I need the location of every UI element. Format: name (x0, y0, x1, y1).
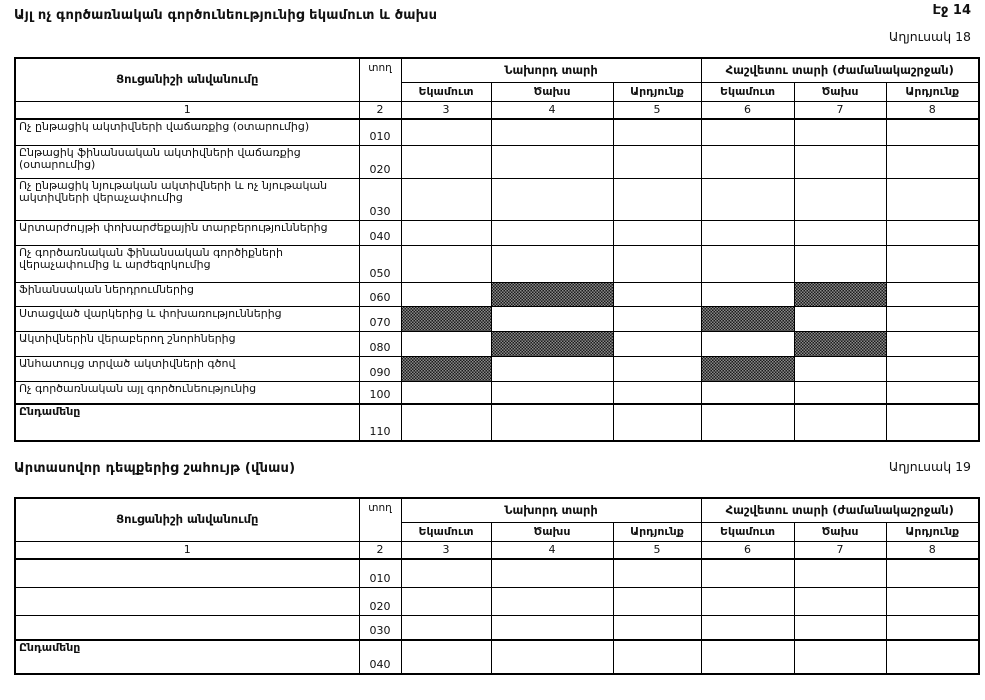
data-cell (701, 559, 794, 587)
data-cell (613, 306, 701, 331)
data-cell (401, 331, 491, 356)
header-row-code: տող (359, 498, 401, 542)
column-number: 5 (613, 542, 701, 560)
data-cell (401, 245, 491, 282)
header-indicator-name: Ցուցանիշի անվանումը (15, 58, 359, 102)
data-cell (401, 615, 491, 640)
data-cell (613, 640, 701, 674)
header-expense: Ծախս (491, 523, 613, 542)
data-cell (701, 331, 794, 356)
data-cell (794, 356, 886, 381)
data-cell (886, 220, 979, 245)
header-previous-year: Նախորդ տարի (401, 58, 701, 83)
header-result: Արդյունք (613, 523, 701, 542)
data-cell (886, 615, 979, 640)
row-name-cell (15, 559, 359, 587)
data-cell (491, 282, 613, 306)
data-cell (401, 119, 491, 145)
data-cell (886, 331, 979, 356)
table-row (15, 282, 979, 306)
table-row (15, 587, 979, 615)
data-cell (794, 331, 886, 356)
table-row (15, 559, 979, 587)
table-row (15, 306, 979, 331)
data-cell (886, 119, 979, 145)
data-cell (701, 587, 794, 615)
data-cell (794, 404, 886, 441)
header-result: Արդյունք (886, 523, 979, 542)
row-name-cell (15, 587, 359, 615)
data-cell (491, 306, 613, 331)
data-cell (886, 381, 979, 404)
data-cell (701, 640, 794, 674)
data-cell (613, 615, 701, 640)
data-cell (794, 220, 886, 245)
data-cell (401, 381, 491, 404)
data-cell (401, 220, 491, 245)
table-row (15, 381, 979, 404)
data-cell (701, 178, 794, 220)
row-code-cell: 070 (359, 306, 401, 331)
table-total-row (15, 640, 979, 674)
row-code-cell: 110 (359, 404, 401, 441)
header-expense: Ծախս (491, 83, 613, 102)
data-cell (794, 119, 886, 145)
data-cell (886, 404, 979, 441)
data-cell (613, 356, 701, 381)
data-cell (794, 306, 886, 331)
header-expense: Ծախս (794, 523, 886, 542)
row-name-cell: Ոչ ընթացիկ ակտիվների վաճառքից (օտարումից) (15, 119, 359, 145)
table18-caption: Աղյուսակ 18 (888, 29, 971, 44)
table-row (15, 245, 979, 282)
data-cell (613, 282, 701, 306)
data-cell (491, 245, 613, 282)
row-code-cell: 020 (359, 145, 401, 178)
header-previous-year: Նախորդ տարի (401, 498, 701, 523)
header-reporting-year: Հաշվետու տարի (ժամանակաշրջան) (701, 498, 979, 523)
data-cell (794, 615, 886, 640)
data-cell (701, 306, 794, 331)
data-cell (794, 640, 886, 674)
column-number: 3 (401, 542, 491, 560)
data-cell (886, 282, 979, 306)
data-cell (491, 178, 613, 220)
header-reporting-year: Հաշվետու տարի (ժամանակաշրջան) (701, 58, 979, 83)
data-cell (794, 587, 886, 615)
row-name-cell: Ընդամենը (15, 404, 359, 441)
column-number: 6 (701, 102, 794, 120)
data-cell (701, 220, 794, 245)
data-cell (794, 145, 886, 178)
row-code-cell: 030 (359, 615, 401, 640)
table-row (15, 220, 979, 245)
row-code-cell: 090 (359, 356, 401, 381)
row-name-cell: Ընդամենը (15, 640, 359, 674)
data-cell (886, 356, 979, 381)
row-code-cell: 020 (359, 587, 401, 615)
row-name-cell: Ոչ ընթացիկ նյութական ակտիվների և ոչ նյութական ակտիվների վերաչափումից (15, 178, 359, 220)
data-cell (491, 559, 613, 587)
row-code-cell: 010 (359, 119, 401, 145)
row-code-cell: 010 (359, 559, 401, 587)
column-number: 7 (794, 102, 886, 120)
data-cell (401, 587, 491, 615)
row-name-cell (15, 615, 359, 640)
data-cell (613, 119, 701, 145)
header-income: Եկամուտ (401, 83, 491, 102)
data-cell (401, 356, 491, 381)
data-cell (613, 381, 701, 404)
data-cell (401, 145, 491, 178)
data-cell (886, 178, 979, 220)
data-cell (701, 119, 794, 145)
row-code-cell: 040 (359, 220, 401, 245)
row-name-cell: Ոչ գործառնական այլ գործունեությունից (15, 381, 359, 404)
column-number: 1 (15, 102, 359, 120)
data-cell (794, 178, 886, 220)
table19-caption: Աղյուսակ 19 (888, 459, 971, 474)
data-cell (701, 145, 794, 178)
row-code-cell: 030 (359, 178, 401, 220)
column-number: 3 (401, 102, 491, 120)
header-result: Արդյունք (613, 83, 701, 102)
data-cell (613, 220, 701, 245)
data-cell (401, 306, 491, 331)
row-name-cell: Անհատույց տրված ակտիվների գծով (15, 356, 359, 381)
table-19 (14, 497, 980, 675)
data-cell (491, 145, 613, 178)
row-code-cell: 040 (359, 640, 401, 674)
page-number: Էջ 14 (932, 3, 971, 18)
data-cell (794, 245, 886, 282)
table-row (15, 119, 979, 145)
data-cell (401, 640, 491, 674)
data-cell (491, 331, 613, 356)
data-cell (401, 282, 491, 306)
table-row (15, 356, 979, 381)
header-expense: Ծախս (794, 83, 886, 102)
row-code-cell: 080 (359, 331, 401, 356)
data-cell (491, 640, 613, 674)
data-cell (491, 220, 613, 245)
data-cell (794, 559, 886, 587)
data-cell (491, 615, 613, 640)
data-cell (613, 245, 701, 282)
data-cell (613, 587, 701, 615)
column-number: 6 (701, 542, 794, 560)
column-number: 2 (359, 542, 401, 560)
column-number: 1 (15, 542, 359, 560)
table18-title: Այլ ոչ գործառնական գործունեությունից եկամուտ և ծախս (14, 8, 438, 23)
data-cell (886, 559, 979, 587)
data-cell (701, 245, 794, 282)
data-cell (613, 178, 701, 220)
table-18 (14, 57, 980, 442)
data-cell (491, 404, 613, 441)
row-name-cell: Ֆինանսական ներդրումներից (15, 282, 359, 306)
data-cell (886, 145, 979, 178)
data-cell (401, 559, 491, 587)
header-income: Եկամուտ (701, 523, 794, 542)
data-cell (886, 245, 979, 282)
row-name-cell: Ոչ գործառնական ֆինանսական գործիքների վերաչափումից և արժեզրկումից (15, 245, 359, 282)
header-result: Արդյունք (886, 83, 979, 102)
data-cell (886, 640, 979, 674)
data-cell (701, 381, 794, 404)
data-cell (886, 587, 979, 615)
data-cell (794, 381, 886, 404)
data-cell (613, 559, 701, 587)
data-cell (491, 356, 613, 381)
row-name-cell: Ստացված վարկերից և փոխառություններից (15, 306, 359, 331)
row-name-cell: Ակտիվներին վերաբերող շնորհներից (15, 331, 359, 356)
data-cell (613, 331, 701, 356)
data-cell (491, 587, 613, 615)
row-code-cell: 100 (359, 381, 401, 404)
row-name-cell: Ընթացիկ ֆինանսական ակտիվների վաճառքից (օտարումից) (15, 145, 359, 178)
row-code-cell: 050 (359, 245, 401, 282)
column-number: 4 (491, 102, 613, 120)
header-income: Եկամուտ (701, 83, 794, 102)
data-cell (701, 404, 794, 441)
column-number: 5 (613, 102, 701, 120)
table-row (15, 178, 979, 220)
table-row (15, 331, 979, 356)
data-cell (701, 282, 794, 306)
header-indicator-name: Ցուցանիշի անվանումը (15, 498, 359, 542)
data-cell (491, 119, 613, 145)
column-number: 7 (794, 542, 886, 560)
table-total-row (15, 404, 979, 441)
table19-title: Արտասովոր դեպքերից շահույթ (վնաս) (14, 461, 296, 476)
data-cell (701, 615, 794, 640)
data-cell (886, 306, 979, 331)
row-code-cell: 060 (359, 282, 401, 306)
data-cell (491, 381, 613, 404)
data-cell (613, 404, 701, 441)
data-cell (794, 282, 886, 306)
column-number: 2 (359, 102, 401, 120)
data-cell (401, 404, 491, 441)
row-name-cell: Արտարժույթի փոխարժեքային տարբերություններից (15, 220, 359, 245)
data-cell (701, 356, 794, 381)
column-number: 8 (886, 102, 979, 120)
data-cell (401, 178, 491, 220)
header-income: Եկամուտ (401, 523, 491, 542)
column-number: 4 (491, 542, 613, 560)
column-number: 8 (886, 542, 979, 560)
data-cell (613, 145, 701, 178)
table-row (15, 145, 979, 178)
header-row-code: տող (359, 58, 401, 102)
table-row (15, 615, 979, 640)
